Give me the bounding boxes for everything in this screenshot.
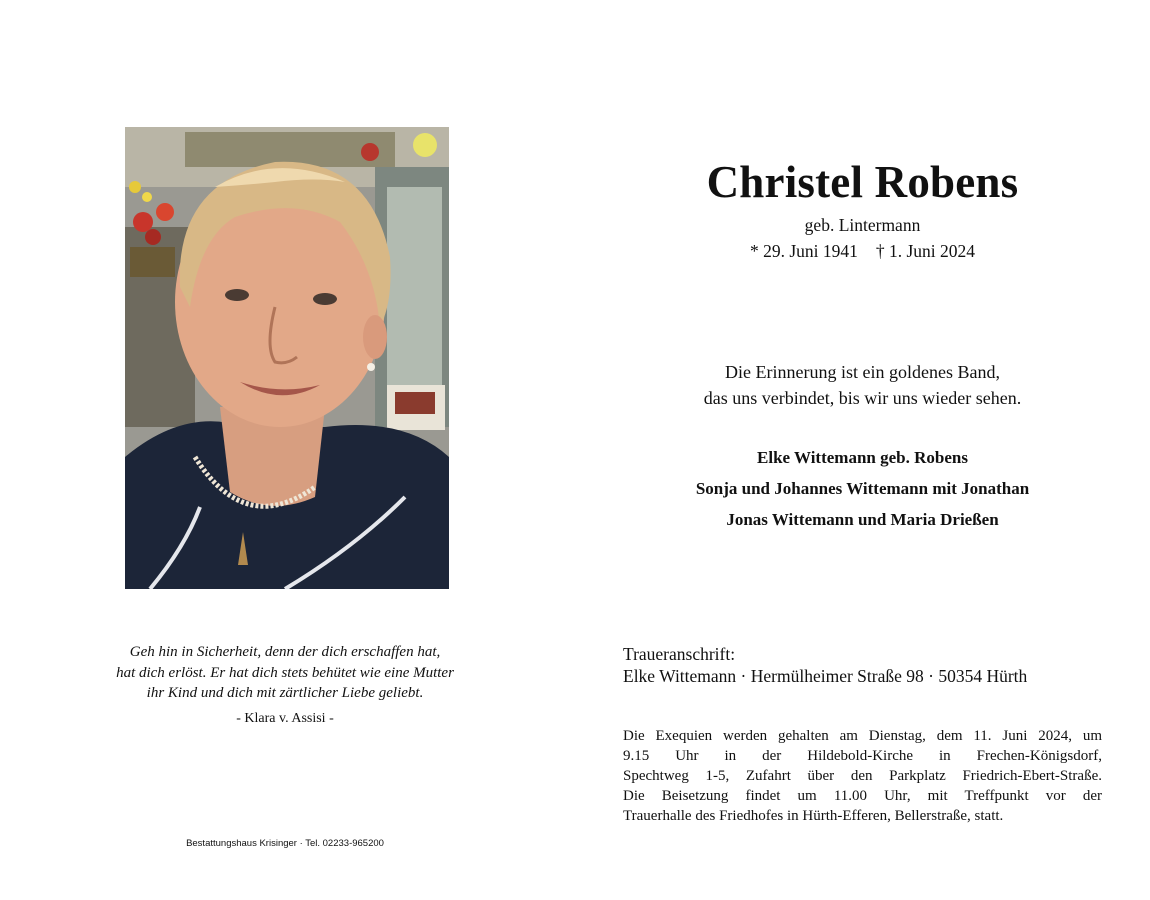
quote-line: ihr Kind und dich mit zärtlicher Liebe geliebt. — [146, 685, 424, 701]
funeral-home-contact: Bestattungshaus Krisinger · Tel. 02233-965200 — [186, 838, 384, 849]
quote-line: Geh hin in Sicherheit, denn der dich erschaffen hat, — [129, 644, 441, 660]
saying-line: Die Erinnerung ist ein goldenes Band, — [725, 362, 1000, 382]
deceased-name: Christel Robens — [706, 157, 1019, 207]
service-line: 9.15 Uhr in der Hildebold-Kirche in Frechen-Königsdorf, — [623, 748, 1102, 764]
mourner-line: Jonas Wittemann und Maria Drießen — [726, 510, 999, 529]
death-date: † 1. Juni 2024 — [875, 241, 976, 261]
mourner-line: Elke Wittemann geb. Robens — [757, 448, 968, 467]
mourner-line: Sonja und Johannes Wittemann mit Jonathan — [695, 479, 1030, 498]
bible-quote — [80, 642, 490, 704]
service-line: Die Beisetzung findet um 11.00 Uhr, mit Treffpunkt vor der — [623, 788, 1102, 804]
portrait-photo — [125, 127, 449, 589]
quote-author: - Klara v. Assisi - — [236, 711, 334, 726]
mourning-address-text: Elke Wittemann · Hermülheimer Straße 98 · 50354 Hürth — [623, 666, 1028, 686]
saying-line: das uns verbindet, bis wir uns wieder sehen. — [703, 388, 1022, 408]
birth-date: * 29. Juni 1941 — [749, 241, 858, 261]
funeral-service-info — [623, 726, 1102, 826]
portrait-illustration — [125, 127, 449, 589]
birth-name: geb. Lintermann — [804, 215, 921, 235]
service-line: Spechtweg 1-5, Zufahrt über den Parkplatz Friedrich-Ebert-Straße. — [623, 768, 1102, 784]
mourning-address-label: Traueranschrift: — [623, 644, 736, 664]
life-dates — [620, 240, 1105, 262]
service-line: Trauerhalle des Friedhofes in Hürth-Efferen, Bellerstraße, statt. — [623, 808, 1004, 824]
family-mourners — [620, 442, 1105, 535]
memorial-saying — [620, 359, 1105, 411]
quote-line: hat dich erlöst. Er hat dich stets behütet wie eine Mutter — [116, 664, 454, 681]
service-line: Die Exequien werden gehalten am Dienstag, dem 11. Juni 2024, um — [623, 728, 1102, 744]
mourning-address — [623, 643, 1103, 687]
